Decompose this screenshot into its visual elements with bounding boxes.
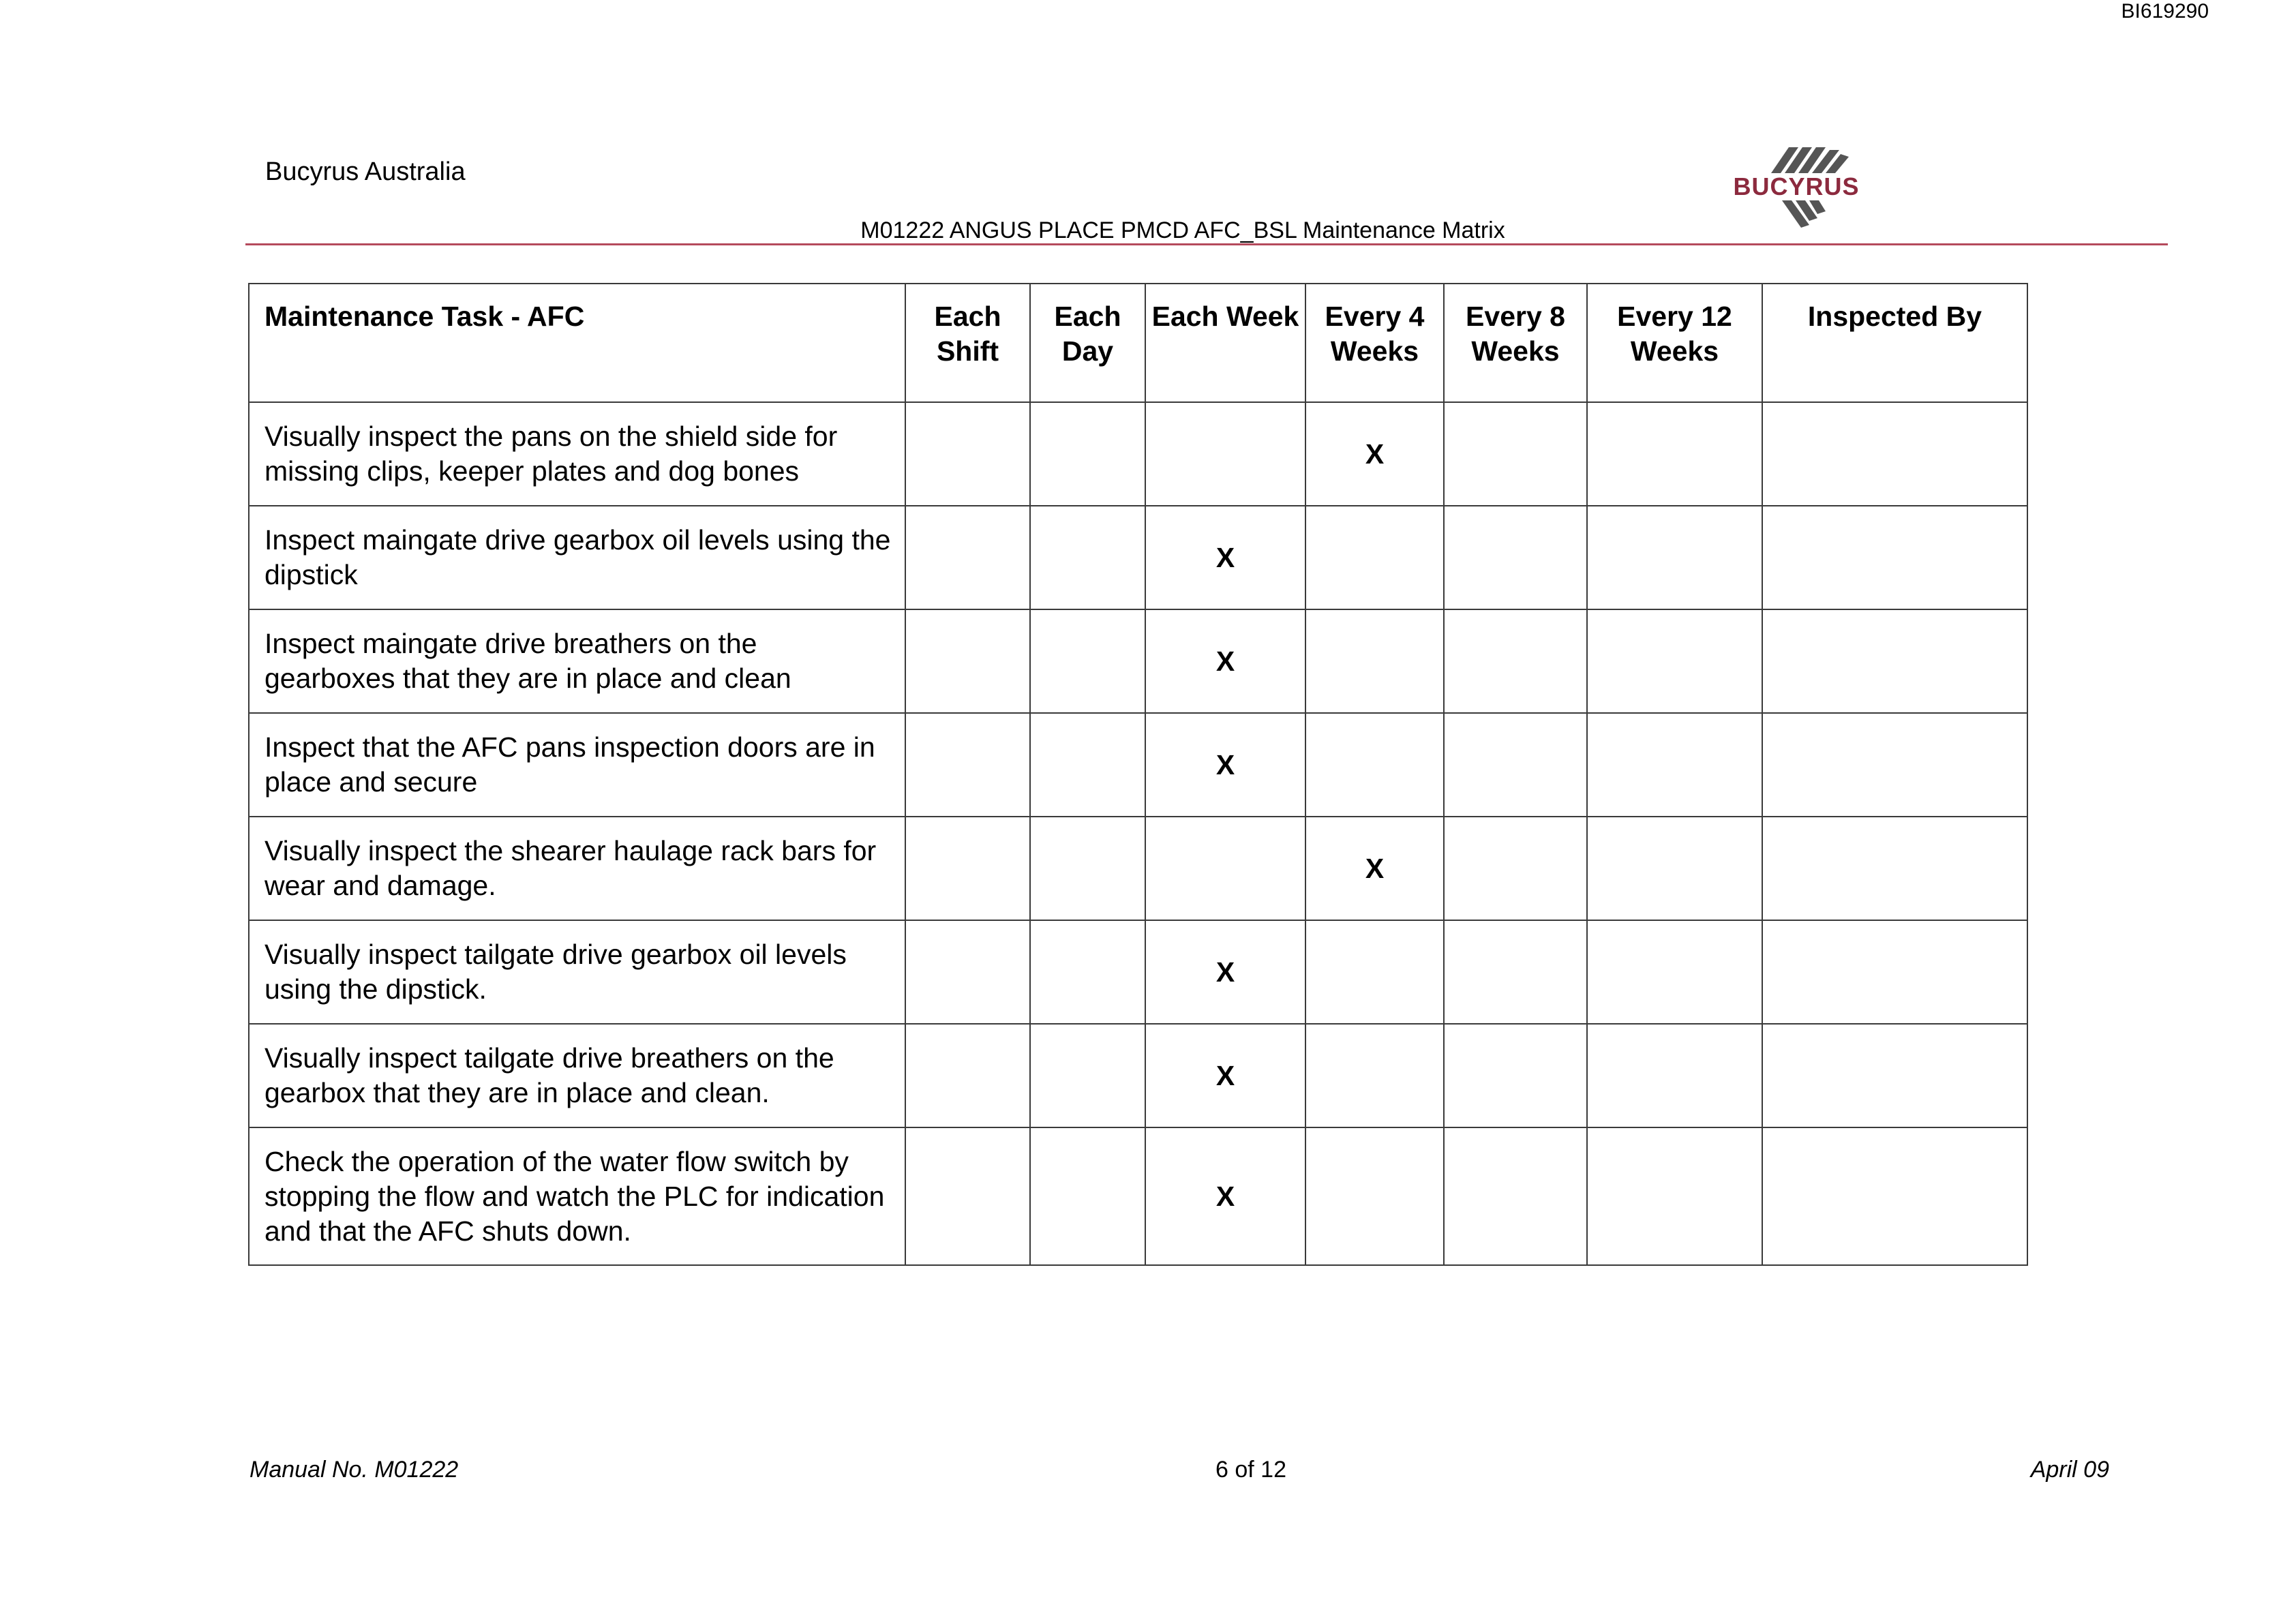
header-every-12-weeks: Every 12 Weeks: [1587, 284, 1762, 402]
table-row: [249, 402, 2027, 506]
every-8-weeks-cell: [1444, 713, 1587, 817]
inspected-by-cell: [1762, 402, 2027, 506]
inspected-by-cell: [1762, 1127, 2027, 1265]
table-row: [249, 1024, 2027, 1127]
each-day-cell: [1030, 609, 1145, 713]
document-id: BI619290: [2121, 0, 2209, 22]
table-header-row: [249, 284, 2027, 402]
every-8-weeks-cell: [1444, 920, 1587, 1024]
each-day-cell: [1030, 402, 1145, 506]
each-day-cell: [1030, 1127, 1145, 1265]
header-each-week: Each Week: [1145, 284, 1305, 402]
each-shift-cell: [905, 1127, 1030, 1265]
table-row: [249, 713, 2027, 817]
every-8-weeks-cell: [1444, 1024, 1587, 1127]
footer-date: April 09: [2030, 1457, 2109, 1483]
every-8-weeks-cell: [1444, 402, 1587, 506]
every-12-weeks-cell: [1587, 920, 1762, 1024]
header-every-8-weeks: Every 8 Weeks: [1444, 284, 1587, 402]
each-week-cell: X: [1145, 609, 1305, 713]
each-day-cell: [1030, 817, 1145, 920]
task-cell: Visually inspect tailgate drive breathers on the gearbox that they are in place and clean.: [249, 1024, 905, 1127]
every-12-weeks-cell: [1587, 609, 1762, 713]
each-shift-cell: [905, 506, 1030, 609]
each-week-cell: X: [1145, 1127, 1305, 1265]
task-cell: Inspect maingate drive gearbox oil levels using the dipstick: [249, 506, 905, 609]
every-8-weeks-cell: [1444, 609, 1587, 713]
document-title: M01222 ANGUS PLACE PMCD AFC_BSL Maintenance Matrix: [860, 217, 1505, 243]
task-cell: Inspect that the AFC pans inspection doors are in place and secure: [249, 713, 905, 817]
each-week-cell: X: [1145, 713, 1305, 817]
every-4-weeks-cell: [1305, 1024, 1444, 1127]
each-shift-cell: [905, 1024, 1030, 1127]
each-shift-cell: [905, 609, 1030, 713]
each-shift-cell: [905, 817, 1030, 920]
footer-page-number: 6 of 12: [1215, 1457, 1286, 1483]
each-day-cell: [1030, 920, 1145, 1024]
table-row: [249, 1127, 2027, 1265]
header-each-day: Each Day: [1030, 284, 1145, 402]
header-every-4-weeks: Every 4 Weeks: [1305, 284, 1444, 402]
each-day-cell: [1030, 713, 1145, 817]
every-12-weeks-cell: [1587, 1127, 1762, 1265]
header-maintenance-task: Maintenance Task - AFC: [249, 284, 905, 402]
each-day-cell: [1030, 506, 1145, 609]
task-cell: Visually inspect tailgate drive gearbox oil levels using the dipstick.: [249, 920, 905, 1024]
each-week-cell: X: [1145, 1024, 1305, 1127]
company-name: Bucyrus Australia: [265, 157, 466, 186]
every-4-weeks-cell: X: [1305, 402, 1444, 506]
footer-manual-number: Manual No. M01222: [250, 1457, 459, 1483]
every-8-weeks-cell: [1444, 817, 1587, 920]
every-4-weeks-cell: [1305, 713, 1444, 817]
each-week-cell: X: [1145, 506, 1305, 609]
every-4-weeks-cell: X: [1305, 817, 1444, 920]
task-cell: Visually inspect the pans on the shield side for missing clips, keeper plates and dog bones: [249, 402, 905, 506]
inspected-by-cell: [1762, 920, 2027, 1024]
inspected-by-cell: [1762, 506, 2027, 609]
every-4-weeks-cell: [1305, 920, 1444, 1024]
table-row: [249, 817, 2027, 920]
every-12-weeks-cell: [1587, 817, 1762, 920]
logo-text: BUCYRUS: [1733, 172, 1860, 200]
inspected-by-cell: [1762, 713, 2027, 817]
every-8-weeks-cell: [1444, 506, 1587, 609]
each-shift-cell: [905, 402, 1030, 506]
each-week-cell: [1145, 402, 1305, 506]
every-12-weeks-cell: [1587, 402, 1762, 506]
maintenance-matrix-table: [248, 283, 2028, 1266]
every-12-weeks-cell: [1587, 713, 1762, 817]
each-day-cell: [1030, 1024, 1145, 1127]
every-4-weeks-cell: [1305, 1127, 1444, 1265]
every-8-weeks-cell: [1444, 1127, 1587, 1265]
task-cell: Inspect maingate drive breathers on the gearboxes that they are in place and clean: [249, 609, 905, 713]
task-cell: Check the operation of the water flow switch by stopping the flow and watch the PLC for indication and that the AFC shuts down.: [249, 1127, 905, 1265]
table-row: [249, 609, 2027, 713]
inspected-by-cell: [1762, 1024, 2027, 1127]
header-each-shift: Each Shift: [905, 284, 1030, 402]
every-4-weeks-cell: [1305, 506, 1444, 609]
inspected-by-cell: [1762, 609, 2027, 713]
task-cell: Visually inspect the shearer haulage rack bars for wear and damage.: [249, 817, 905, 920]
table-row: [249, 920, 2027, 1024]
every-12-weeks-cell: [1587, 506, 1762, 609]
table-row: [249, 506, 2027, 609]
header-inspected-by: Inspected By: [1762, 284, 2027, 402]
every-12-weeks-cell: [1587, 1024, 1762, 1127]
each-shift-cell: [905, 920, 1030, 1024]
each-shift-cell: [905, 713, 1030, 817]
each-week-cell: X: [1145, 920, 1305, 1024]
each-week-cell: [1145, 817, 1305, 920]
inspected-by-cell: [1762, 817, 2027, 920]
header-rule: [245, 243, 2168, 245]
every-4-weeks-cell: [1305, 609, 1444, 713]
